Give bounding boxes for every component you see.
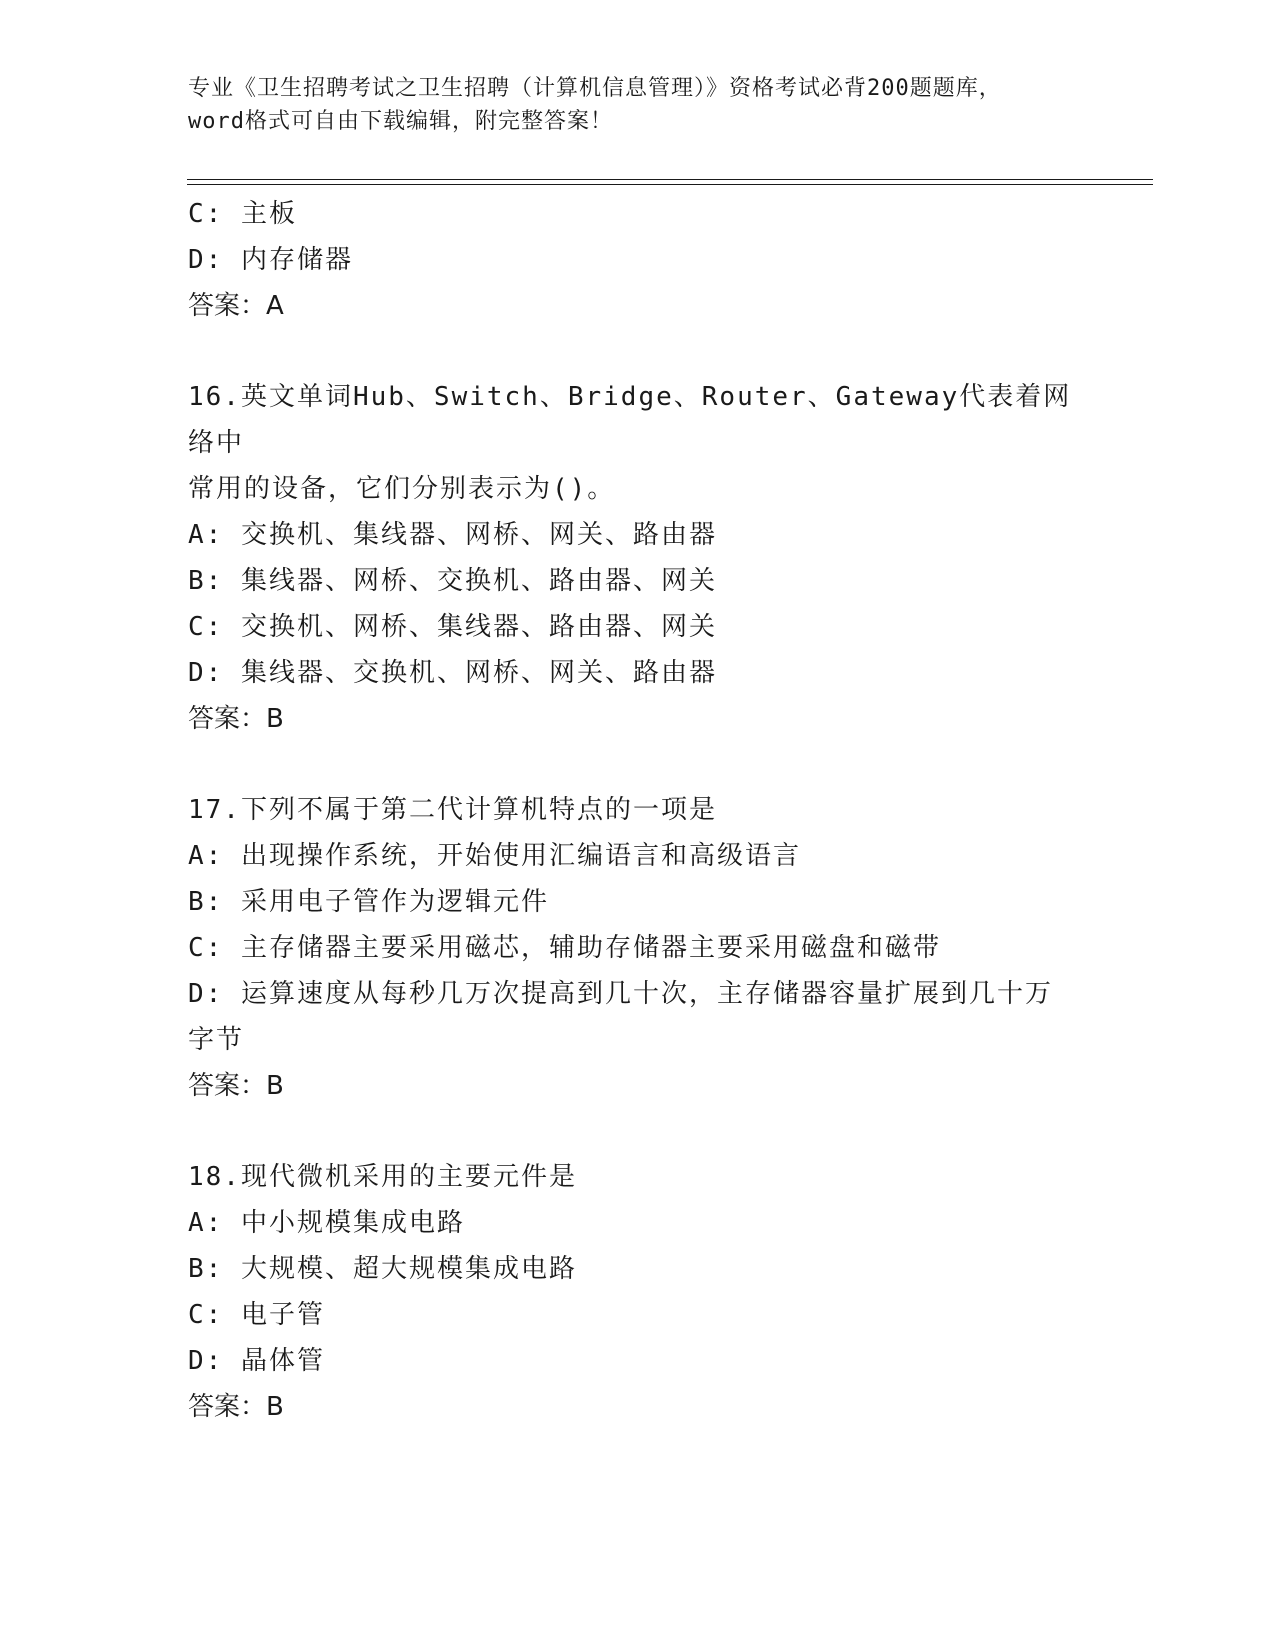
spacer [188, 1109, 1088, 1154]
document-header [188, 72, 1088, 138]
option-c: C: 交换机、网桥、集线器、路由器、网关 [188, 612, 717, 642]
header-rule-bottom [187, 184, 1153, 185]
answer-line: 答案：B [188, 704, 284, 734]
option-b: B: 大规模、超大规模集成电路 [188, 1254, 577, 1284]
question-18 [188, 1154, 1088, 1430]
header-rule-top [187, 179, 1153, 180]
option-d: D: 晶体管 [188, 1346, 325, 1376]
option-d: D: 内存储器 [188, 245, 353, 275]
question-16 [188, 374, 1088, 742]
option-b: B: 采用电子管作为逻辑元件 [188, 887, 549, 917]
prev-question-block [188, 191, 1088, 329]
question-17 [188, 787, 1088, 1109]
question-stem-line: 16.英文单词Hub、Switch、Bridge、Router、Gateway代表着网络中 [188, 382, 1072, 458]
option-b: B: 集线器、网桥、交换机、路由器、网关 [188, 566, 717, 596]
header-title-line-2: word格式可自由下载编辑，附完整答案！ [188, 109, 613, 134]
spacer [188, 329, 1088, 374]
answer-line: 答案：B [188, 1392, 284, 1422]
option-d: D: 运算速度从每秒几万次提高到几十次，主存储器容量扩展到几十万 [188, 979, 1053, 1009]
question-stem-line: 常用的设备，它们分别表示为()。 [188, 474, 616, 504]
header-title-line-1: 专业《卫生招聘考试之卫生招聘（计算机信息管理）》资格考试必背200题题库， [188, 76, 1002, 101]
question-stem-line: 18.现代微机采用的主要元件是 [188, 1162, 577, 1192]
question-stem-line: 17.下列不属于第二代计算机特点的一项是 [188, 795, 717, 825]
option-a: A: 出现操作系统，开始使用汇编语言和高级语言 [188, 841, 801, 871]
option-d-continuation: 字节 [188, 1025, 245, 1055]
spacer [188, 742, 1088, 787]
answer-line: 答案：B [188, 1071, 284, 1101]
option-d: D: 集线器、交换机、网桥、网关、路由器 [188, 658, 717, 688]
option-c: C: 电子管 [188, 1300, 325, 1330]
answer-line: 答案：A [188, 291, 284, 321]
option-c: C: 主存储器主要采用磁芯，辅助存储器主要采用磁盘和磁带 [188, 933, 941, 963]
option-a: A: 中小规模集成电路 [188, 1208, 465, 1238]
option-c: C: 主板 [188, 199, 297, 229]
option-a: A: 交换机、集线器、网桥、网关、路由器 [188, 520, 717, 550]
question-content [188, 191, 1088, 1430]
